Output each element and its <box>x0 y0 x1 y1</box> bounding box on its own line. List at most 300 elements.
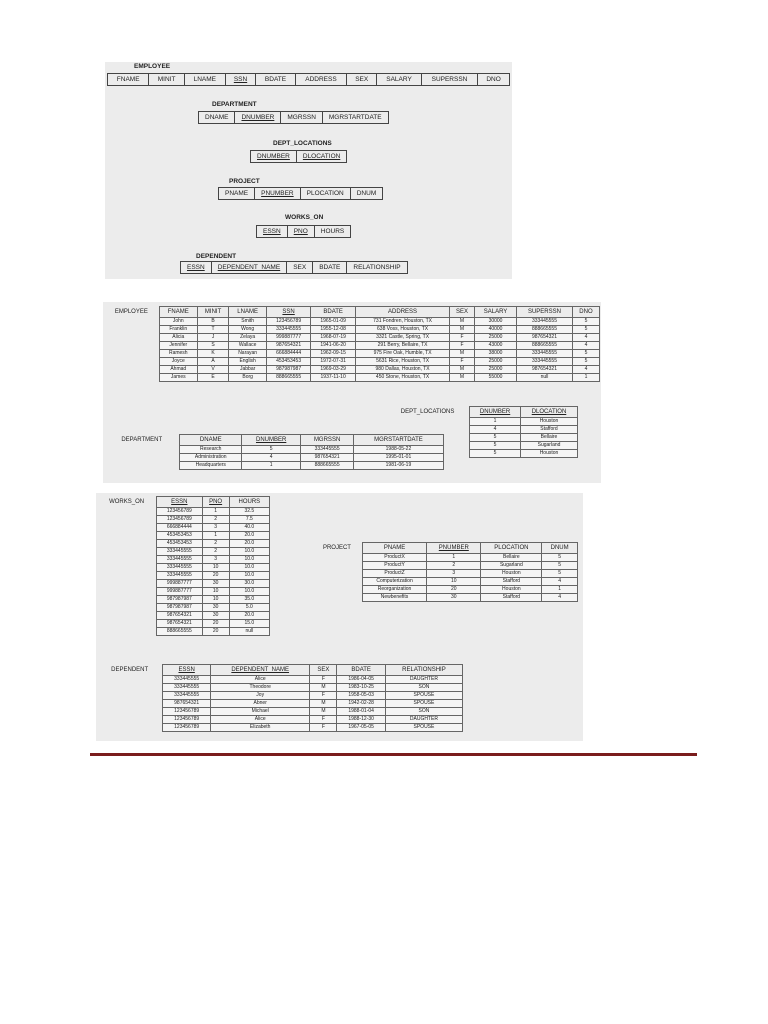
table-cell: 453453453 <box>157 540 202 548</box>
schema-column-header: DNAME <box>199 112 235 124</box>
table-row <box>104 374 600 382</box>
table-cell: 1958-05-03 <box>337 692 386 700</box>
table-cell: 987654321 <box>517 366 573 374</box>
table-cell: 450 Stone, Houston, TX <box>356 374 450 382</box>
table-cell: Zelaya <box>229 334 267 342</box>
table-cell: 38000 <box>475 350 517 358</box>
schema-column-header: ESSN <box>257 226 288 238</box>
table-cell: 30 <box>202 580 229 588</box>
table-cell: 638 Voss, Houston, TX <box>356 326 450 334</box>
table-cell: 2 <box>202 516 229 524</box>
table-cell: 291 Berry, Bellaire, TX <box>356 342 450 350</box>
schema-column-header: MGRSTARTDATE <box>322 112 388 124</box>
table-cell: SPOUSE <box>385 724 462 732</box>
table-cell: 1955-12-08 <box>311 326 356 334</box>
schema-employee <box>107 73 510 86</box>
column-header: RELATIONSHIP <box>385 665 462 676</box>
table-cell: 20 <box>202 620 229 628</box>
column-header: DNUM <box>542 543 578 554</box>
schema-project <box>218 187 383 200</box>
schema-dependent <box>180 261 408 274</box>
table-cell: 1981-06-19 <box>353 462 443 470</box>
table-cell: 1 <box>202 508 229 516</box>
table-cell: 4 <box>542 594 578 602</box>
table-cell: 40.0 <box>229 524 269 532</box>
table-cell: ProductX <box>362 554 426 562</box>
table-cell: ProductY <box>362 562 426 570</box>
schema-dependent-title: DEPENDENT <box>196 253 237 260</box>
table-cell: Elizabeth <box>210 724 309 732</box>
table-row <box>104 366 600 374</box>
table-cell: 987987987 <box>267 366 311 374</box>
table-cell: SPOUSE <box>385 692 462 700</box>
table-cell: 1 <box>242 462 301 470</box>
column-header: MINIT <box>197 307 228 318</box>
schema-employee-title: EMPLOYEE <box>134 63 171 70</box>
column-header: ADDRESS <box>356 307 450 318</box>
table-cell: 25000 <box>475 334 517 342</box>
schema-column-header: DLOCATION <box>296 151 346 163</box>
table-cell: Wallace <box>229 342 267 350</box>
table-cell: 1967-05-05 <box>337 724 386 732</box>
table-cell: Jennifer <box>159 342 197 350</box>
table-cell: 1968-07-19 <box>311 334 356 342</box>
table-cell: ProductZ <box>362 570 426 578</box>
table-cell: 1 <box>542 586 578 594</box>
column-header: DNUMBER <box>470 407 521 418</box>
table-cell: Bellaire <box>481 554 542 562</box>
table-cell: Stafford <box>521 426 578 434</box>
table-cell: 1965-01-09 <box>311 318 356 326</box>
schema-column-header: SEX <box>347 74 377 86</box>
table-cell: T <box>197 326 228 334</box>
schema-column-header: SUPERSSN <box>421 74 477 86</box>
table-cell: Smith <box>229 318 267 326</box>
schema-column-header: DNUMBER <box>235 112 281 124</box>
table-cell: 30000 <box>475 318 517 326</box>
table-header-row <box>312 543 578 554</box>
table-cell: null <box>229 628 269 636</box>
table-cell: 7.5 <box>229 516 269 524</box>
table-cell: 4 <box>572 342 599 350</box>
table-cell: M <box>310 684 337 692</box>
table-cell: Houston <box>481 570 542 578</box>
table-cell: 1 <box>572 374 599 382</box>
table-cell: 2 <box>427 562 481 570</box>
schema-column-header: MGRSSN <box>281 112 323 124</box>
schema-column-header: BDATE <box>256 74 296 86</box>
table-cell: 5631 Rice, Houston, TX <box>356 358 450 366</box>
table-cell: 987654321 <box>157 612 202 620</box>
table-cell: 5 <box>572 318 599 326</box>
table-cell: 10 <box>202 596 229 604</box>
table-cell: V <box>197 366 228 374</box>
table-name: WORKS_ON <box>97 497 157 636</box>
column-header: ESSN <box>157 497 202 508</box>
table-cell: J <box>197 334 228 342</box>
table-cell: F <box>310 692 337 700</box>
schema-department <box>198 111 389 124</box>
table-cell: 123456789 <box>267 318 311 326</box>
dependent-table <box>97 664 463 732</box>
table-cell: M <box>450 350 475 358</box>
schema-department-title: DEPARTMENT <box>212 101 257 108</box>
table-cell: 987987987 <box>157 596 202 604</box>
table-cell: E <box>197 374 228 382</box>
table-cell: 888665555 <box>517 342 573 350</box>
table-cell: 15.0 <box>229 620 269 628</box>
table-cell: 888665555 <box>301 462 354 470</box>
schema-column-header: PNUMBER <box>255 188 301 200</box>
table-cell: 4 <box>242 454 301 462</box>
table-cell: M <box>450 366 475 374</box>
column-header: PLOCATION <box>481 543 542 554</box>
table-cell: 666884444 <box>157 524 202 532</box>
table-cell: null <box>517 374 573 382</box>
table-cell: 987654321 <box>267 342 311 350</box>
table-cell: 30.0 <box>229 580 269 588</box>
table-cell: 25000 <box>475 358 517 366</box>
schema-column-header: FNAME <box>108 74 149 86</box>
table-cell: 20.0 <box>229 532 269 540</box>
table-cell: Administration <box>180 454 242 462</box>
table-cell: 10.0 <box>229 572 269 580</box>
column-header: DEPENDENT_NAME <box>210 665 309 676</box>
schema-column-header: DEPENDENT_NAME <box>211 262 286 274</box>
table-cell: 20 <box>427 586 481 594</box>
table-cell: 333445555 <box>517 358 573 366</box>
department-table <box>104 434 444 470</box>
table-cell: M <box>450 326 475 334</box>
table-cell: 30 <box>427 594 481 602</box>
schema-column-header: PNO <box>287 226 314 238</box>
table-cell: 4 <box>572 366 599 374</box>
table-cell: 731 Fondren, Houston, TX <box>356 318 450 326</box>
table-cell: 123456789 <box>157 508 202 516</box>
table-cell: F <box>310 724 337 732</box>
column-header: PNUMBER <box>427 543 481 554</box>
table-cell: 10 <box>427 578 481 586</box>
table-cell: F <box>450 342 475 350</box>
table-cell: Ahmad <box>159 366 197 374</box>
table-cell: Headquarters <box>180 462 242 470</box>
table-cell: Joyce <box>159 358 197 366</box>
table-cell: 20.0 <box>229 540 269 548</box>
table-cell: 453453453 <box>157 532 202 540</box>
table-cell: 333445555 <box>163 676 211 684</box>
table-cell: M <box>310 708 337 716</box>
table-cell: 10 <box>202 588 229 596</box>
table-cell: 999887777 <box>157 588 202 596</box>
table-cell: 5 <box>242 446 301 454</box>
schema-column-header: HOURS <box>314 226 350 238</box>
column-header: DNUMBER <box>242 435 301 446</box>
works-on-table <box>97 496 270 636</box>
table-cell: 10.0 <box>229 564 269 572</box>
table-cell: A <box>197 358 228 366</box>
table-cell: 987654321 <box>163 700 211 708</box>
table-cell: 32.5 <box>229 508 269 516</box>
table-cell: Alice <box>210 716 309 724</box>
table-cell: K <box>197 350 228 358</box>
table-name: PROJECT <box>312 543 362 602</box>
table-cell: 10.0 <box>229 556 269 564</box>
table-cell: 999887777 <box>267 334 311 342</box>
schema-dept-locations <box>250 150 347 163</box>
table-cell: John <box>159 318 197 326</box>
table-cell: 55000 <box>475 374 517 382</box>
table-cell: Jabbar <box>229 366 267 374</box>
table-cell: 4 <box>470 426 521 434</box>
table-cell: Ramesh <box>159 350 197 358</box>
column-header: DNAME <box>180 435 242 446</box>
schema-column-header: LNAME <box>184 74 225 86</box>
column-header: SEX <box>310 665 337 676</box>
table-cell: 123456789 <box>157 516 202 524</box>
table-cell: Stafford <box>481 578 542 586</box>
table-cell: Sugarland <box>481 562 542 570</box>
table-cell: M <box>450 318 475 326</box>
table-cell: 333445555 <box>157 564 202 572</box>
schema-column-header: DNO <box>478 74 510 86</box>
schema-column-header: ESSN <box>181 262 212 274</box>
table-cell: 1988-12-30 <box>337 716 386 724</box>
schema-column-header: SALARY <box>377 74 422 86</box>
table-cell: 4 <box>572 334 599 342</box>
table-cell: 5 <box>542 570 578 578</box>
table-cell: 987654321 <box>157 620 202 628</box>
table-cell: Newbenefits <box>362 594 426 602</box>
table-cell: SON <box>385 708 462 716</box>
table-cell: S <box>197 342 228 350</box>
table-cell: 5 <box>470 434 521 442</box>
schema-column-header: PNAME <box>219 188 255 200</box>
table-cell: 20.0 <box>229 612 269 620</box>
table-cell: Houston <box>521 418 578 426</box>
table-cell: F <box>450 334 475 342</box>
table-cell: 333445555 <box>301 446 354 454</box>
table-cell: 5 <box>572 350 599 358</box>
table-cell: 1 <box>427 554 481 562</box>
table-name: DEPENDENT <box>97 665 163 732</box>
employee-table <box>104 306 600 382</box>
table-cell: 4 <box>542 578 578 586</box>
table-name: DEPT_LOCATIONS <box>386 407 470 458</box>
table-cell: F <box>450 358 475 366</box>
column-header: MGRSTARTDATE <box>353 435 443 446</box>
table-cell: Alicia <box>159 334 197 342</box>
table-cell: Borg <box>229 374 267 382</box>
table-cell: 987654321 <box>517 334 573 342</box>
column-header: SEX <box>450 307 475 318</box>
horizontal-rule <box>90 753 697 756</box>
table-cell: 1988-05-22 <box>353 446 443 454</box>
table-cell: 20 <box>202 572 229 580</box>
table-cell: 5 <box>470 442 521 450</box>
column-header: HOURS <box>229 497 269 508</box>
schema-column-header: PLOCATION <box>300 188 350 200</box>
table-cell: 333445555 <box>163 684 211 692</box>
table-cell: 333445555 <box>157 572 202 580</box>
column-header: PNAME <box>362 543 426 554</box>
table-cell: 453453453 <box>267 358 311 366</box>
table-cell: 3 <box>427 570 481 578</box>
table-cell: 333445555 <box>267 326 311 334</box>
table-row <box>104 318 600 326</box>
table-header-row <box>104 435 444 446</box>
schema-column-header: DNUM <box>350 188 383 200</box>
table-cell: 333445555 <box>517 318 573 326</box>
table-cell: DAUGHTER <box>385 676 462 684</box>
table-cell: 1942-02-28 <box>337 700 386 708</box>
table-cell: 1995-01-01 <box>353 454 443 462</box>
table-row <box>104 350 600 358</box>
column-header: FNAME <box>159 307 197 318</box>
schema-column-header: BDATE <box>313 262 347 274</box>
table-cell: 333445555 <box>157 556 202 564</box>
table-header-row <box>386 407 578 418</box>
table-cell: B <box>197 318 228 326</box>
column-header: SUPERSSN <box>517 307 573 318</box>
table-cell: 1972-07-31 <box>311 358 356 366</box>
table-cell: Abner <box>210 700 309 708</box>
column-header: SALARY <box>475 307 517 318</box>
table-cell: 666884444 <box>267 350 311 358</box>
table-cell: F <box>310 716 337 724</box>
table-cell: Reorganization <box>362 586 426 594</box>
column-header: BDATE <box>311 307 356 318</box>
column-header: LNAME <box>229 307 267 318</box>
column-header: SSN <box>267 307 311 318</box>
table-cell: 1937-11-10 <box>311 374 356 382</box>
table-cell: 3 <box>202 556 229 564</box>
schema-works-on-title: WORKS_ON <box>285 214 324 221</box>
table-cell: Wong <box>229 326 267 334</box>
column-header: DNO <box>572 307 599 318</box>
table-cell: 1 <box>470 418 521 426</box>
table-header-row <box>104 307 600 318</box>
table-row <box>104 358 600 366</box>
table-cell: 999887777 <box>157 580 202 588</box>
schema-dept-locations-title: DEPT_LOCATIONS <box>273 140 332 147</box>
table-row <box>104 326 600 334</box>
column-header: DLOCATION <box>521 407 578 418</box>
table-cell: 987654321 <box>301 454 354 462</box>
table-row <box>104 342 600 350</box>
table-cell: 333445555 <box>157 548 202 556</box>
table-cell: 5 <box>542 562 578 570</box>
table-cell: Alice <box>210 676 309 684</box>
table-cell: 3321 Castle, Spring, TX <box>356 334 450 342</box>
table-cell: 123456789 <box>163 724 211 732</box>
table-cell: English <box>229 358 267 366</box>
table-cell: 10.0 <box>229 588 269 596</box>
table-cell: 1983-10-25 <box>337 684 386 692</box>
table-cell: 5 <box>572 326 599 334</box>
column-header: ESSN <box>163 665 211 676</box>
table-cell: Houston <box>481 586 542 594</box>
table-name: EMPLOYEE <box>104 307 159 382</box>
schema-column-header: DNUMBER <box>251 151 297 163</box>
table-cell: 1988-01-04 <box>337 708 386 716</box>
table-cell: Sugarland <box>521 442 578 450</box>
table-cell: 2 <box>202 540 229 548</box>
column-header: MGRSSN <box>301 435 354 446</box>
table-name: DEPARTMENT <box>104 435 180 470</box>
table-cell: Franklin <box>159 326 197 334</box>
column-header: PNO <box>202 497 229 508</box>
table-cell: 888665555 <box>267 374 311 382</box>
schema-column-header: MINIT <box>149 74 185 86</box>
table-cell: Michael <box>210 708 309 716</box>
schema-column-header: SEX <box>287 262 313 274</box>
table-cell: 888665555 <box>517 326 573 334</box>
table-cell: 975 Fire Oak, Humble, TX <box>356 350 450 358</box>
table-cell: Computerization <box>362 578 426 586</box>
schema-column-header: RELATIONSHIP <box>347 262 407 274</box>
table-cell: 123456789 <box>163 708 211 716</box>
table-cell: 1969-03-29 <box>311 366 356 374</box>
table-cell: SON <box>385 684 462 692</box>
table-cell: 987987987 <box>157 604 202 612</box>
table-cell: 5 <box>470 450 521 458</box>
table-cell: Bellaire <box>521 434 578 442</box>
table-cell: 5 <box>542 554 578 562</box>
table-cell: 10.0 <box>229 548 269 556</box>
table-cell: 30 <box>202 604 229 612</box>
table-cell: 35.0 <box>229 596 269 604</box>
schema-column-header: SSN <box>225 74 255 86</box>
table-cell: 980 Dallas, Houston, TX <box>356 366 450 374</box>
table-cell: SPOUSE <box>385 700 462 708</box>
schema-works-on <box>256 225 351 238</box>
table-cell: 123456789 <box>163 716 211 724</box>
project-table <box>312 542 578 602</box>
table-cell: 20 <box>202 628 229 636</box>
table-cell: M <box>310 700 337 708</box>
table-cell: DAUGHTER <box>385 716 462 724</box>
table-cell: 30 <box>202 612 229 620</box>
table-cell: 3 <box>202 524 229 532</box>
schema-project-title: PROJECT <box>229 178 260 185</box>
schema-panel <box>105 62 512 279</box>
table-cell: 333445555 <box>163 692 211 700</box>
table-header-row <box>97 665 463 676</box>
table-cell: Stafford <box>481 594 542 602</box>
table-cell: 5.0 <box>229 604 269 612</box>
table-cell: 888665555 <box>157 628 202 636</box>
table-cell: Theodore <box>210 684 309 692</box>
table-cell: 40000 <box>475 326 517 334</box>
table-cell: 2 <box>202 548 229 556</box>
table-cell: 1986-04-05 <box>337 676 386 684</box>
table-cell: 25000 <box>475 366 517 374</box>
table-cell: 43000 <box>475 342 517 350</box>
table-cell: 1 <box>202 532 229 540</box>
table-cell: Narayan <box>229 350 267 358</box>
table-cell: M <box>450 374 475 382</box>
table-cell: 10 <box>202 564 229 572</box>
table-cell: F <box>310 676 337 684</box>
table-row <box>104 334 600 342</box>
schema-column-header: ADDRESS <box>295 74 346 86</box>
table-cell: 1962-09-15 <box>311 350 356 358</box>
table-header-row <box>97 497 270 508</box>
table-cell: 1941-06-20 <box>311 342 356 350</box>
table-cell: 5 <box>572 358 599 366</box>
table-cell: Research <box>180 446 242 454</box>
table-cell: 333445555 <box>517 350 573 358</box>
